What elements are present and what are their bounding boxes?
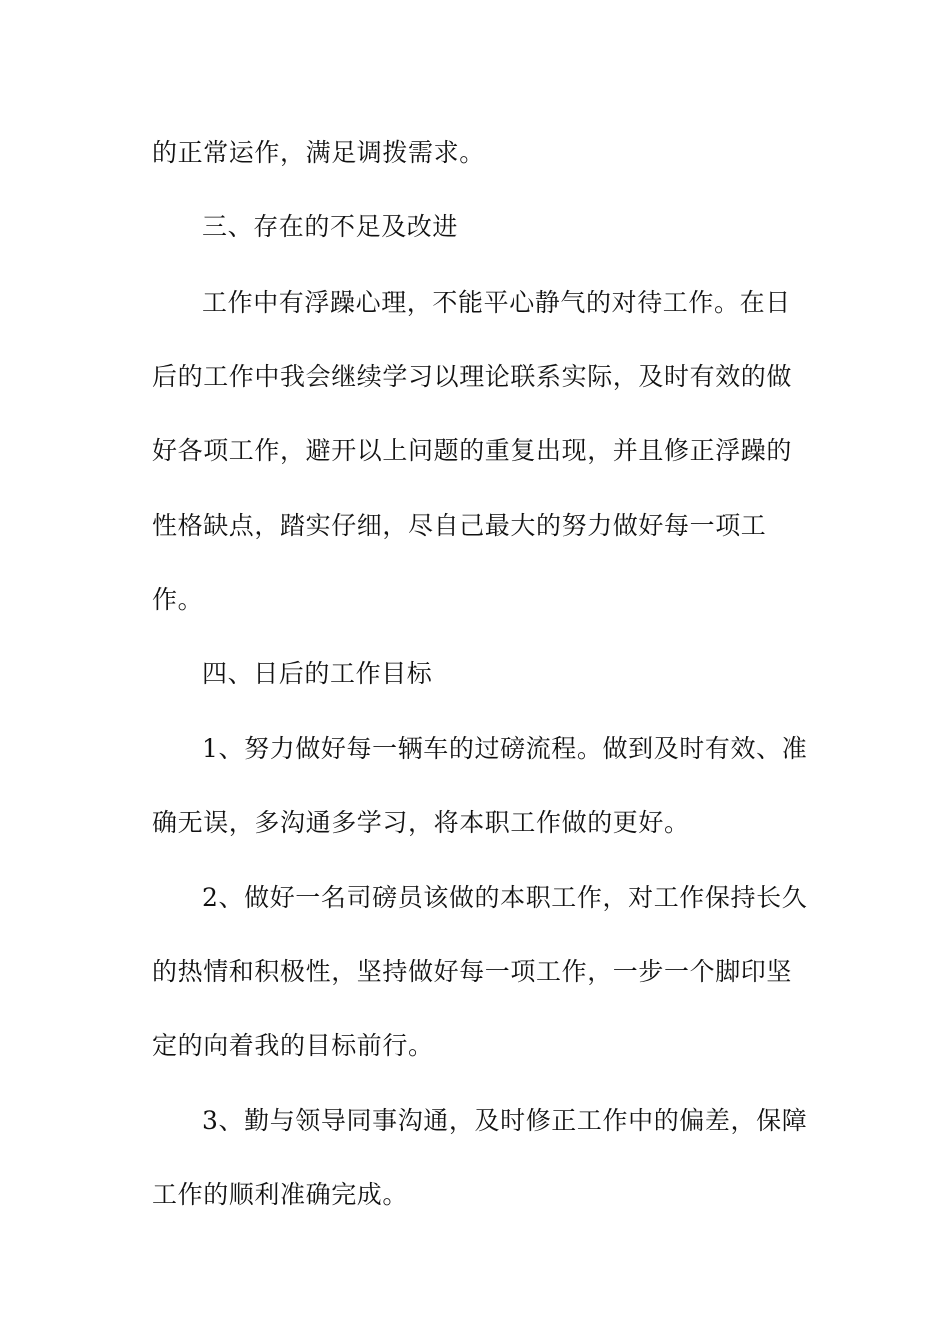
paragraph-line: 作。 bbox=[152, 585, 204, 614]
paragraph-line: 工作中有浮躁心理，不能平心静气的对待工作。在日 bbox=[202, 288, 791, 317]
goal-item-1-continuation: 确无误，多沟通多学习，将本职工作做的更好。 bbox=[152, 808, 690, 837]
paragraph-continuation: 的正常运作，满足调拨需求。 bbox=[152, 138, 485, 167]
paragraph-line: 后的工作中我会继续学习以理论联系实际，及时有效的做 bbox=[152, 362, 793, 391]
goal-item-2-continuation: 定的向着我的目标前行。 bbox=[152, 1031, 434, 1060]
paragraph-line: 好各项工作，避开以上问题的重复出现，并且修正浮躁的 bbox=[152, 436, 793, 465]
paragraph-line: 性格缺点，踏实仔细，尽自己最大的努力做好每一项工 bbox=[152, 511, 767, 540]
section-heading-shortcomings: 三、存在的不足及改进 bbox=[202, 212, 459, 241]
goal-item-2: 2、做好一名司磅员该做的本职工作，对工作保持长久 bbox=[202, 883, 808, 912]
goal-item-3: 3、勤与领导同事沟通，及时修正工作中的偏差，保障 bbox=[202, 1106, 808, 1135]
goal-item-1: 1、努力做好每一辆车的过磅流程。做到及时有效、准 bbox=[202, 734, 808, 763]
section-heading-goals: 四、日后的工作目标 bbox=[202, 659, 433, 688]
goal-item-3-continuation: 工作的顺利准确完成。 bbox=[152, 1180, 409, 1209]
goal-item-2-continuation: 的热情和积极性，坚持做好每一项工作，一步一个脚印坚 bbox=[152, 957, 793, 986]
